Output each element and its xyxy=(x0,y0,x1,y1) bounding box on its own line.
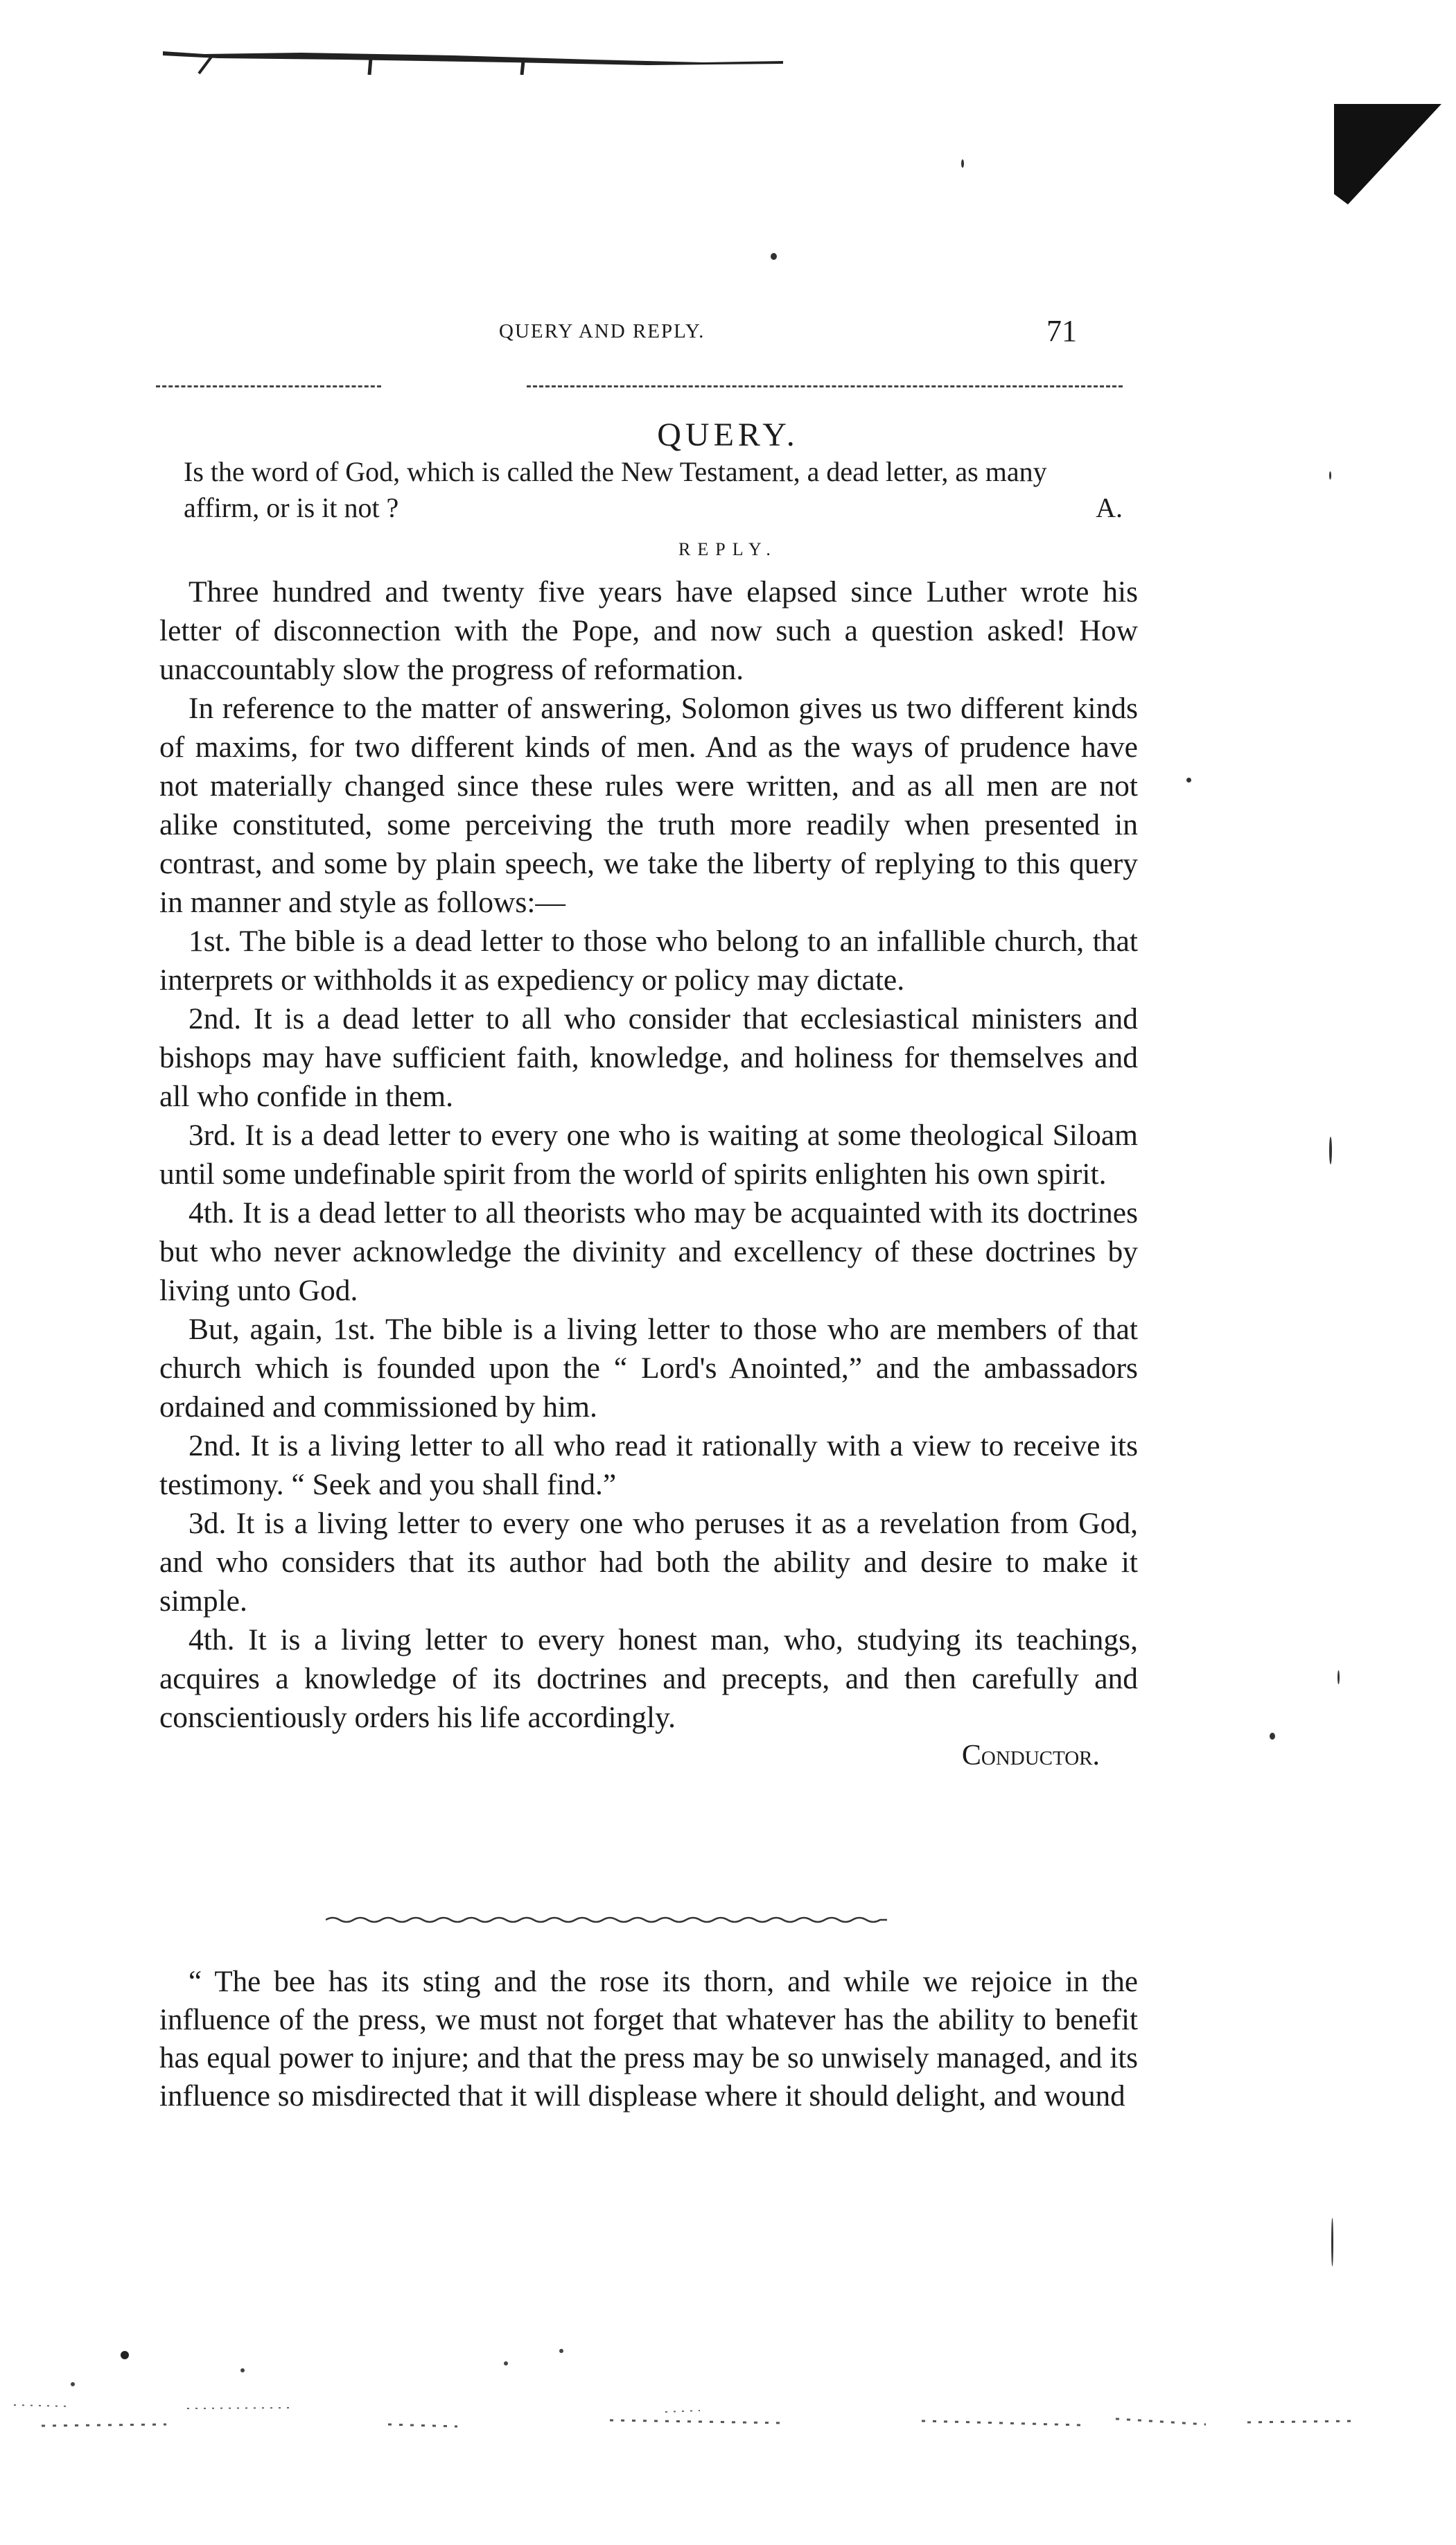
page-number: 71 xyxy=(1046,314,1077,348)
reply-body xyxy=(159,572,1138,1774)
ink-speck xyxy=(1186,778,1191,782)
ink-speck xyxy=(1337,1670,1340,1684)
query-heading: QUERY. xyxy=(657,417,799,453)
reply-paragraph: 2nd. It is a living letter to all who read it rationally with a view to receive its testimony. “ Seek and you shall find.” xyxy=(159,1429,1138,1501)
reply-signature: Conductor. xyxy=(961,1740,1100,1772)
query-text xyxy=(184,454,1123,526)
query-question: Is the word of God, which is called the New Testament, a dead letter, as many affirm, or is it not ? xyxy=(184,456,1047,523)
ink-speck xyxy=(1270,1733,1275,1740)
ink-speck xyxy=(961,159,964,168)
header-rule-left xyxy=(156,385,381,387)
reply-paragraph: 3rd. It is a dead letter to every one who is waiting at some theological Siloam until some undefinable spirit from the world of spirits enlighten his own spirit. xyxy=(159,1119,1138,1191)
header-rule-right xyxy=(527,385,1123,387)
ink-speck xyxy=(771,253,777,260)
ink-smudge-top xyxy=(163,47,783,75)
ink-speck xyxy=(1329,1137,1332,1164)
running-head: QUERY AND REPLY. xyxy=(499,320,705,342)
reply-paragraph: 2nd. It is a dead letter to all who consider that ecclesiastical ministers and bishops may have sufficient faith, knowledge, and holiness for themselves and all who confide in them. xyxy=(159,1002,1138,1113)
reply-paragraph: 4th. It is a dead letter to all theorists who may be acquainted with its doctrines but who never acknowledge the divinity and excellency of these doctrines by living unto God. xyxy=(159,1196,1138,1307)
scan-noise-bottom xyxy=(0,2343,1456,2481)
section-divider xyxy=(326,1915,887,1925)
reply-paragraph: 3d. It is a living letter to every one who peruses it as a revelation from God, and who considers that its author had both the ability and desire to make it simple. xyxy=(159,1507,1138,1618)
query-author-initial: A. xyxy=(1096,492,1123,523)
reply-paragraph: But, again, 1st. The bible is a living letter to those who are members of that church which is founded upon the “ Lord's Anointed,” and the ambassadors ordained and commissioned by him. xyxy=(159,1313,1138,1424)
reply-heading: REPLY. xyxy=(678,539,778,559)
reply-paragraph: 4th. It is a living letter to every honest man, who, studying its teachings, acquires a knowledge of its doctrines and precepts, and then carefully and conscientiously orders his life accordingly. xyxy=(159,1623,1138,1734)
page-corner-mark xyxy=(1334,104,1441,211)
ink-speck xyxy=(1331,2218,1333,2266)
quote-body xyxy=(159,1963,1138,2115)
reply-paragraph: In reference to the matter of answering, Solomon gives us two different kinds of maxims, for two different kinds of men. And as the ways of prudence have not materially changed since these rules were written, and as all men are not alike constituted, some perceiving the truth more readily when presented in contrast, and some by plain speech, we take the liberty of replying to this query in manner and style as follows:— xyxy=(159,692,1138,919)
quote-paragraph: “ The bee has its sting and the rose its thorn, and while we rejoice in the influence of the press, we must not forget that whatever has the ability to benefit has equal power to injure; and that the press may be so unwisely managed, and its influence so misdirected that it will displease where it should delight, and wound xyxy=(159,1966,1138,2113)
reply-paragraph: 1st. The bible is a dead letter to those who belong to an infallible church, that interprets or withholds it as expediency or policy may dictate. xyxy=(159,925,1138,997)
ink-speck xyxy=(1329,471,1331,480)
reply-paragraph: Three hundred and twenty five years have elapsed since Luther wrote his letter of disconnection with the Pope, and now such a question asked! How unaccountably slow the progress of reformation. xyxy=(159,575,1138,686)
